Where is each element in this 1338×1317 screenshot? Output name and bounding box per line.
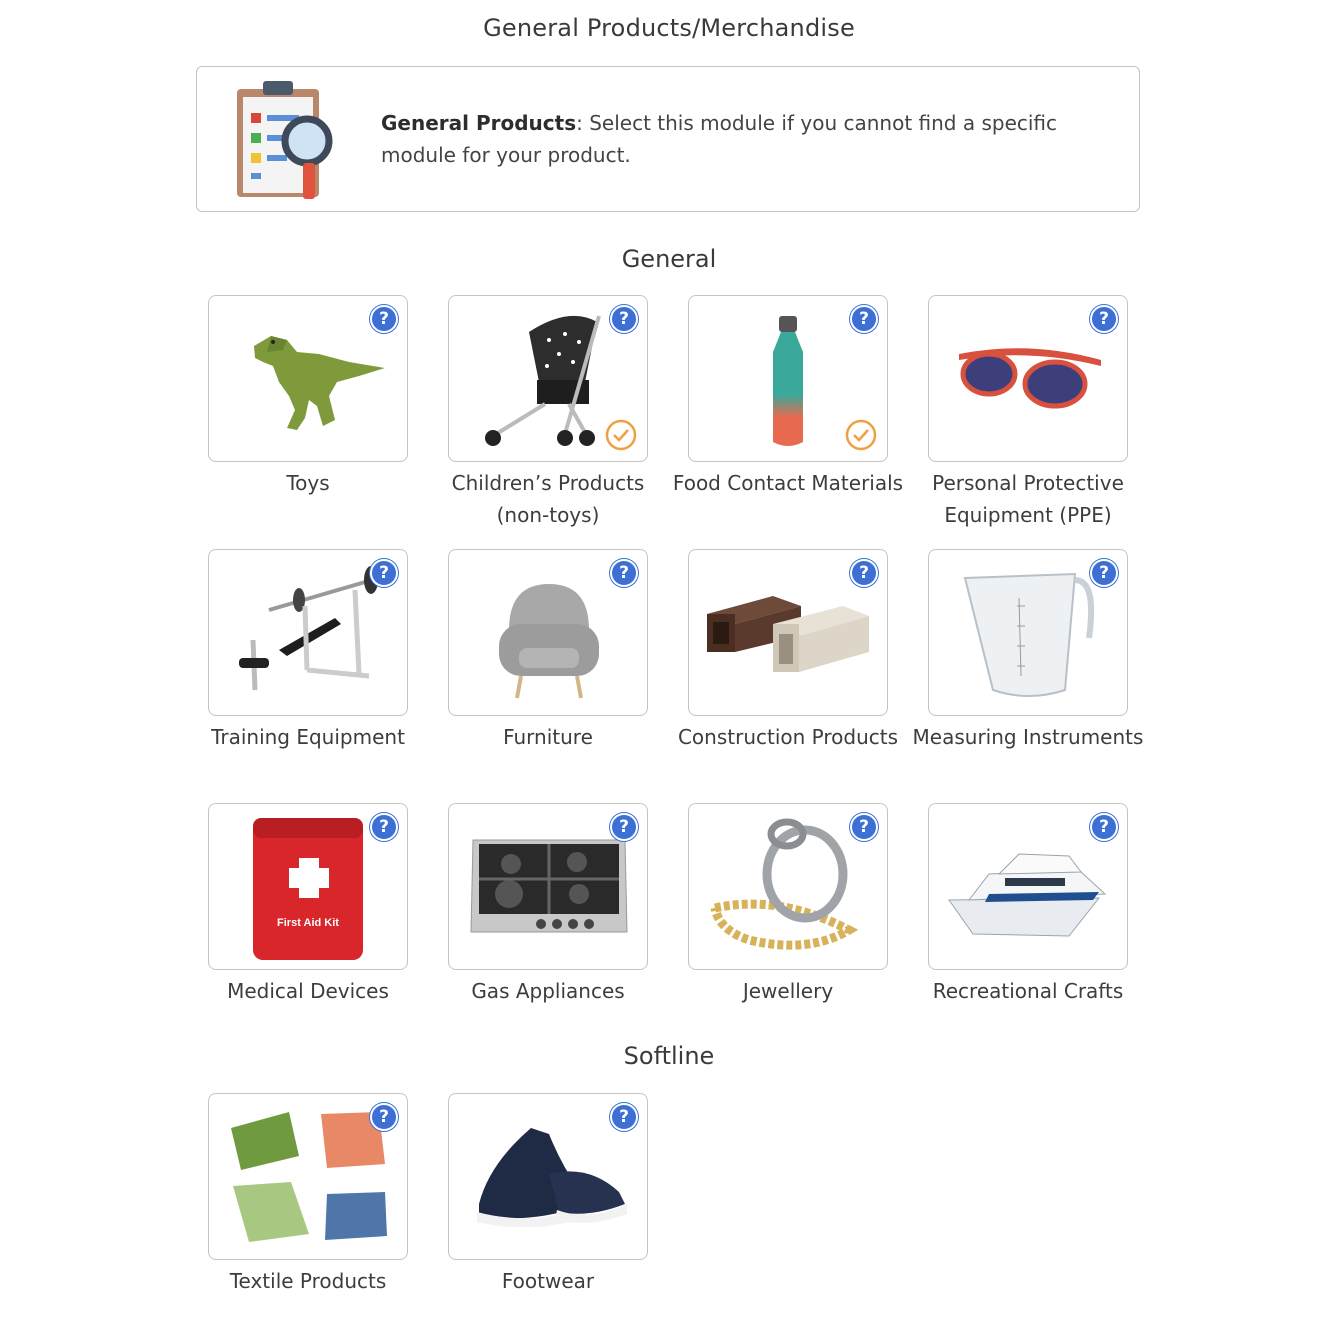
module-label: Furniture: [503, 725, 593, 749]
module-tile[interactable]: [208, 549, 408, 716]
module-label: Children’s Products (non-toys): [451, 471, 645, 527]
module-label: Footwear: [501, 1269, 595, 1293]
module-tile[interactable]: [448, 803, 648, 970]
help-icon[interactable]: ?: [610, 559, 638, 587]
general-products-module[interactable]: [196, 66, 1140, 212]
help-icon[interactable]: ?: [370, 305, 398, 333]
module-tile[interactable]: [928, 803, 1128, 970]
help-icon[interactable]: ?: [1090, 813, 1118, 841]
module-label: Medical Devices: [227, 979, 389, 1003]
clipboard-magnifier-icon: [223, 75, 343, 205]
module-tile[interactable]: [208, 1093, 408, 1260]
module-label: Recreational Crafts: [932, 979, 1124, 1003]
section-title-general: General: [621, 245, 717, 273]
module-label: Food Contact Materials: [672, 471, 904, 495]
module-label: Personal Protective Equipment (PPE): [932, 471, 1124, 527]
module-tile[interactable]: [208, 295, 408, 462]
module-tile[interactable]: [448, 1093, 648, 1260]
help-icon[interactable]: ?: [610, 813, 638, 841]
first-aid-kit-text: First Aid Kit: [277, 917, 339, 929]
selected-check-icon: [845, 419, 877, 451]
section-title-softline: Softline: [623, 1042, 715, 1070]
help-icon[interactable]: ?: [850, 813, 878, 841]
module-tile[interactable]: [448, 549, 648, 716]
help-icon[interactable]: ?: [850, 559, 878, 587]
module-label: Gas Appliances: [471, 979, 625, 1003]
module-tile[interactable]: [208, 803, 408, 970]
general-products-text: : Select this module if you cannot find a specific module for your product.: [381, 111, 1058, 167]
module-tile[interactable]: [448, 295, 648, 462]
module-label: Measuring Instruments: [912, 725, 1144, 749]
module-tile[interactable]: [688, 803, 888, 970]
module-tile[interactable]: [688, 295, 888, 462]
help-icon[interactable]: ?: [370, 559, 398, 587]
module-label: Construction Products: [677, 725, 899, 749]
help-icon[interactable]: ?: [370, 1103, 398, 1131]
module-tile[interactable]: [688, 549, 888, 716]
module-tile[interactable]: [928, 295, 1128, 462]
help-icon[interactable]: ?: [850, 305, 878, 333]
general-products-bold: General Products: [381, 111, 577, 135]
module-label: Textile Products: [229, 1269, 387, 1293]
help-icon[interactable]: ?: [1090, 559, 1118, 587]
help-icon[interactable]: ?: [370, 813, 398, 841]
general-products-description: [381, 107, 1101, 171]
module-tile[interactable]: [928, 549, 1128, 716]
module-label: Toys: [286, 471, 330, 495]
module-label: Jewellery: [742, 979, 834, 1003]
selected-check-icon: [605, 419, 637, 451]
help-icon[interactable]: ?: [610, 1103, 638, 1131]
module-label: Training Equipment: [211, 725, 405, 749]
help-icon[interactable]: ?: [1090, 305, 1118, 333]
page-title: General Products/Merchandise: [483, 14, 855, 42]
help-icon[interactable]: ?: [610, 305, 638, 333]
